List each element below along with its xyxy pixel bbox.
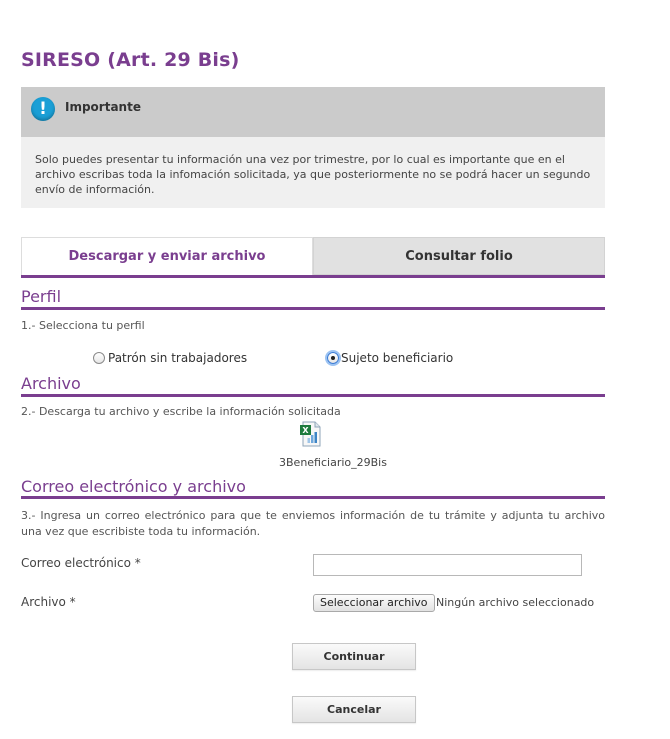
radio-label-patron[interactable]: Patrón sin trabajadores xyxy=(108,351,248,365)
section-divider-archivo xyxy=(21,394,605,397)
instruction-archivo: 2.- Descarga tu archivo y escribe la información solicitada xyxy=(21,405,341,418)
alert-header xyxy=(21,87,605,137)
excel-file-icon[interactable] xyxy=(299,421,323,447)
section-heading-perfil: Perfil xyxy=(21,287,62,306)
alert-title: Importante xyxy=(65,100,141,114)
page-title: SIRESO (Art. 29 Bis) xyxy=(21,49,240,71)
tab-descargar-enviar[interactable]: Descargar y enviar archivo xyxy=(21,237,313,275)
file-status: Ningún archivo seleccionado xyxy=(436,596,595,609)
email-field[interactable] xyxy=(313,554,582,576)
exclamation-icon: ! xyxy=(31,97,55,121)
continue-button[interactable]: Continuar xyxy=(292,643,416,670)
file-label: Archivo * xyxy=(21,595,76,609)
alert-text: Solo puedes presentar tu información una vez por trimestre, por lo cual es importante que en el archivo escribas toda la infomación solicitada, ya que posteriormente no se podrá hacer un segundo envío de información. xyxy=(35,153,591,196)
section-divider-correo xyxy=(21,496,605,499)
email-label: Correo electrónico * xyxy=(21,556,141,570)
radio-sujeto-beneficiario[interactable] xyxy=(327,352,339,364)
section-divider-perfil xyxy=(21,307,605,310)
section-heading-correo: Correo electrónico y archivo xyxy=(21,477,246,496)
tab-consultar-folio[interactable]: Consultar folio xyxy=(313,237,605,275)
alert-body xyxy=(21,137,605,208)
tab-divider xyxy=(21,275,605,278)
instruction-correo: 3.- Ingresa un correo electrónico para que te enviemos información de tu trámite y adjunta tu archivo una vez que escribiste toda tu información. xyxy=(21,509,605,538)
tab-bar xyxy=(21,237,605,276)
svg-text:X: X xyxy=(302,426,309,435)
instruction-perfil: 1.- Selecciona tu perfil xyxy=(21,319,145,332)
download-file-link[interactable]: 3Beneficiario_29Bis xyxy=(279,456,387,469)
radio-patron-sin-trabajadores[interactable] xyxy=(93,352,105,364)
cancel-button[interactable]: Cancelar xyxy=(292,696,416,723)
radio-label-sujeto[interactable]: Sujeto beneficiario xyxy=(341,351,454,365)
select-file-button[interactable]: Seleccionar archivo xyxy=(313,594,435,612)
section-heading-archivo: Archivo xyxy=(21,374,81,393)
